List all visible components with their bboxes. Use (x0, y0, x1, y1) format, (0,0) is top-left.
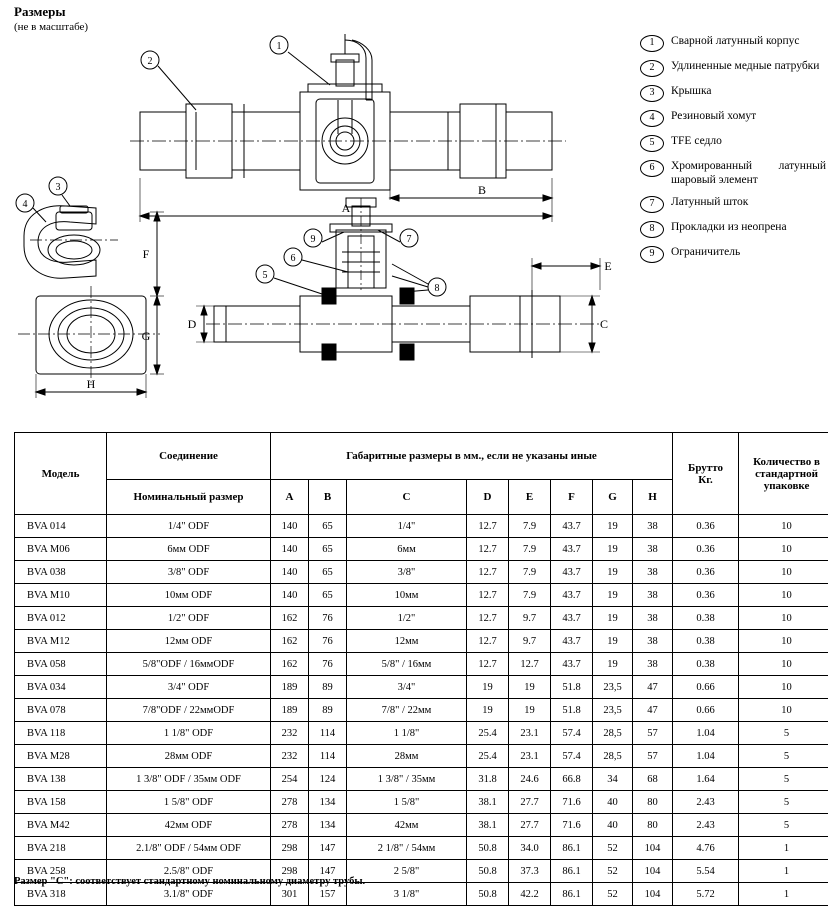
th-connection-sub: Номинальный размер (107, 480, 271, 515)
cell-e: 7.9 (509, 538, 551, 561)
cell-c: 1 5/8" (347, 791, 467, 814)
cell-b: 89 (309, 676, 347, 699)
cell-gross: 2.43 (673, 814, 739, 837)
th-gross-weight (673, 433, 739, 515)
legend-number-icon: 5 (640, 135, 664, 152)
cell-f: 86.1 (551, 860, 593, 883)
legend-item-label: Прокладки из неопрена (671, 220, 826, 234)
table-row (15, 837, 828, 860)
cell-b: 76 (309, 630, 347, 653)
cell-f: 71.6 (551, 814, 593, 837)
cell-a: 140 (271, 515, 309, 538)
cell-f: 86.1 (551, 883, 593, 906)
svg-text:2: 2 (148, 56, 153, 67)
cell-b: 124 (309, 768, 347, 791)
cell-g: 28,5 (593, 722, 633, 745)
cell-b: 65 (309, 515, 347, 538)
cell-g: 34 (593, 768, 633, 791)
cell-e: 23.1 (509, 745, 551, 768)
cell-d: 50.8 (467, 837, 509, 860)
cell-c: 6мм (347, 538, 467, 561)
cell-gross: 2.43 (673, 791, 739, 814)
legend-number-icon: 1 (640, 35, 664, 52)
cell-g: 19 (593, 653, 633, 676)
svg-text:D: D (188, 317, 197, 331)
cell-g: 19 (593, 561, 633, 584)
cell-model: BVA M28 (15, 745, 107, 768)
cell-a: 162 (271, 607, 309, 630)
cell-b: 114 (309, 722, 347, 745)
cell-h: 57 (633, 745, 673, 768)
cell-connection: 42мм ODF (107, 814, 271, 837)
cell-f: 51.8 (551, 676, 593, 699)
cell-model: BVA 318 (15, 883, 107, 906)
cell-b: 157 (309, 883, 347, 906)
cell-d: 12.7 (467, 515, 509, 538)
cell-qty: 10 (739, 515, 828, 538)
cell-g: 52 (593, 860, 633, 883)
cell-c: 10мм (347, 584, 467, 607)
cell-qty: 1 (739, 860, 828, 883)
cell-connection: 3/4" ODF (107, 676, 271, 699)
cell-c: 12мм (347, 630, 467, 653)
svg-text:8: 8 (435, 283, 440, 294)
legend-item-label: Латунный шток (671, 195, 826, 209)
cell-qty: 10 (739, 607, 828, 630)
cell-g: 52 (593, 837, 633, 860)
cell-g: 19 (593, 607, 633, 630)
cell-c: 28мм (347, 745, 467, 768)
cell-f: 71.6 (551, 791, 593, 814)
th-package-qty: Количество в стандартной упаковке (739, 433, 828, 515)
svg-text:F: F (143, 247, 150, 261)
cell-e: 7.9 (509, 515, 551, 538)
cell-a: 232 (271, 722, 309, 745)
cell-e: 12.7 (509, 653, 551, 676)
cell-d: 12.7 (467, 561, 509, 584)
cell-qty: 10 (739, 653, 828, 676)
cell-model: BVA 014 (15, 515, 107, 538)
cell-a: 298 (271, 837, 309, 860)
cell-connection: 12мм ODF (107, 630, 271, 653)
cell-d: 12.7 (467, 584, 509, 607)
cell-h: 104 (633, 883, 673, 906)
table-row (15, 630, 828, 653)
cell-gross: 5.72 (673, 883, 739, 906)
legend-item-label: Резиновый хомут (671, 109, 826, 123)
cell-connection: 1 5/8" ODF (107, 791, 271, 814)
cell-f: 43.7 (551, 630, 593, 653)
cell-qty: 1 (739, 837, 828, 860)
cell-b: 89 (309, 699, 347, 722)
cell-b: 65 (309, 561, 347, 584)
cell-d: 31.8 (467, 768, 509, 791)
svg-text:E: E (604, 259, 611, 273)
cell-model: BVA M12 (15, 630, 107, 653)
cell-gross: 4.76 (673, 837, 739, 860)
cell-f: 43.7 (551, 561, 593, 584)
cell-gross: 0.36 (673, 584, 739, 607)
cell-a: 162 (271, 630, 309, 653)
cell-a: 232 (271, 745, 309, 768)
cell-c: 1/4" (347, 515, 467, 538)
svg-text:B: B (478, 183, 486, 197)
cell-model: BVA 158 (15, 791, 107, 814)
cell-gross: 0.36 (673, 515, 739, 538)
cell-h: 38 (633, 607, 673, 630)
legend-item (640, 109, 826, 127)
cell-d: 25.4 (467, 722, 509, 745)
cell-d: 50.8 (467, 883, 509, 906)
cell-f: 43.7 (551, 607, 593, 630)
cell-h: 38 (633, 515, 673, 538)
cell-c: 42мм (347, 814, 467, 837)
cell-f: 57.4 (551, 745, 593, 768)
cell-d: 12.7 (467, 607, 509, 630)
legend-number-icon: 9 (640, 246, 664, 263)
cell-e: 9.7 (509, 607, 551, 630)
table-footnote: Размер "C": соответствует стандартному номинальному диаметру трубы. (14, 876, 365, 887)
cell-model: BVA 078 (15, 699, 107, 722)
cell-h: 80 (633, 791, 673, 814)
legend-list (640, 34, 826, 270)
svg-text:H: H (87, 377, 96, 391)
cell-b: 65 (309, 584, 347, 607)
cell-a: 189 (271, 676, 309, 699)
cell-g: 40 (593, 791, 633, 814)
cell-a: 189 (271, 699, 309, 722)
cell-b: 147 (309, 837, 347, 860)
cell-qty: 10 (739, 584, 828, 607)
cell-h: 47 (633, 699, 673, 722)
cell-gross: 0.66 (673, 699, 739, 722)
cell-qty: 5 (739, 791, 828, 814)
th-dim-b: B (309, 480, 347, 515)
th-dim-h: H (633, 480, 673, 515)
cell-gross: 1.04 (673, 745, 739, 768)
cell-model: BVA 218 (15, 837, 107, 860)
legend-number-icon: 4 (640, 110, 664, 127)
cell-h: 80 (633, 814, 673, 837)
svg-text:A: A (342, 201, 351, 215)
table-row (15, 768, 828, 791)
cell-a: 140 (271, 561, 309, 584)
cell-connection: 1 1/8" ODF (107, 722, 271, 745)
cell-d: 38.1 (467, 814, 509, 837)
cell-connection: 1 3/8" ODF / 35мм ODF (107, 768, 271, 791)
technical-drawing (0, 0, 640, 420)
cell-f: 57.4 (551, 722, 593, 745)
cell-c: 1 1/8" (347, 722, 467, 745)
legend-item-label: Сварной латунный корпус (671, 34, 826, 48)
legend-item (640, 220, 826, 238)
cell-g: 40 (593, 814, 633, 837)
legend-item (640, 159, 826, 188)
cell-h: 38 (633, 538, 673, 561)
cell-d: 12.7 (467, 538, 509, 561)
cell-model: BVA 012 (15, 607, 107, 630)
cell-d: 19 (467, 676, 509, 699)
cell-f: 66.8 (551, 768, 593, 791)
cell-qty: 10 (739, 538, 828, 561)
dimensions-table-body (15, 515, 828, 906)
cell-g: 19 (593, 584, 633, 607)
cell-e: 24.6 (509, 768, 551, 791)
cell-e: 19 (509, 676, 551, 699)
th-model: Модель (15, 433, 107, 515)
cell-model: BVA 258 (15, 860, 107, 883)
table-row (15, 515, 828, 538)
cell-qty: 10 (739, 561, 828, 584)
cell-model: BVA M42 (15, 814, 107, 837)
cell-b: 134 (309, 791, 347, 814)
legend-item (640, 195, 826, 213)
cell-connection: 7/8"ODF / 22ммODF (107, 699, 271, 722)
cell-e: 7.9 (509, 584, 551, 607)
cell-gross: 0.66 (673, 676, 739, 699)
cell-h: 38 (633, 584, 673, 607)
cell-connection: 2.1/8" ODF / 54мм ODF (107, 837, 271, 860)
cell-g: 19 (593, 538, 633, 561)
cell-d: 12.7 (467, 653, 509, 676)
legend-item-label: Хромированный латунный шаровый элемент (671, 159, 826, 188)
legend-item (640, 134, 826, 152)
cell-connection: 5/8"ODF / 16ммODF (107, 653, 271, 676)
table-row (15, 607, 828, 630)
cell-gross: 1.64 (673, 768, 739, 791)
svg-text:7: 7 (407, 234, 412, 245)
cell-g: 52 (593, 883, 633, 906)
cell-g: 23,5 (593, 699, 633, 722)
cell-c: 5/8" / 16мм (347, 653, 467, 676)
cell-h: 104 (633, 860, 673, 883)
cell-connection: 3/8" ODF (107, 561, 271, 584)
cell-c: 1 3/8" / 35мм (347, 768, 467, 791)
table-row (15, 722, 828, 745)
cell-e: 19 (509, 699, 551, 722)
cell-g: 19 (593, 630, 633, 653)
cell-e: 7.9 (509, 561, 551, 584)
cell-gross: 0.36 (673, 538, 739, 561)
cell-a: 278 (271, 791, 309, 814)
page-subtitle: (не в масштабе) (14, 21, 88, 33)
cell-e: 23.1 (509, 722, 551, 745)
dimensions-table-wrapper (14, 432, 814, 906)
cell-qty: 5 (739, 745, 828, 768)
legend-item (640, 84, 826, 102)
svg-text:G: G (142, 329, 151, 343)
cell-qty: 1 (739, 883, 828, 906)
th-gross-line2: Кг. (674, 474, 737, 486)
cell-h: 57 (633, 722, 673, 745)
table-row (15, 653, 828, 676)
cell-e: 34.0 (509, 837, 551, 860)
cell-qty: 10 (739, 699, 828, 722)
legend-number-icon: 2 (640, 60, 664, 77)
cell-a: 301 (271, 883, 309, 906)
cell-a: 162 (271, 653, 309, 676)
cell-gross: 0.38 (673, 653, 739, 676)
cell-h: 38 (633, 561, 673, 584)
cell-connection: 3.1/8" ODF (107, 883, 271, 906)
cell-a: 140 (271, 538, 309, 561)
cell-b: 65 (309, 538, 347, 561)
cell-d: 50.8 (467, 860, 509, 883)
cell-model: BVA M10 (15, 584, 107, 607)
cell-c: 2 5/8" (347, 860, 467, 883)
cell-b: 76 (309, 607, 347, 630)
cell-c: 3/4" (347, 676, 467, 699)
cell-h: 38 (633, 653, 673, 676)
cell-b: 114 (309, 745, 347, 768)
cell-e: 42.2 (509, 883, 551, 906)
svg-text:C: C (600, 317, 608, 331)
cell-h: 68 (633, 768, 673, 791)
th-dim-f: F (551, 480, 593, 515)
th-connection: Соединение (107, 433, 271, 480)
th-dim-c: C (347, 480, 467, 515)
table-row (15, 561, 828, 584)
table-row (15, 791, 828, 814)
cell-model: BVA 034 (15, 676, 107, 699)
legend-number-icon: 6 (640, 160, 664, 177)
cell-gross: 0.38 (673, 607, 739, 630)
cell-model: BVA 118 (15, 722, 107, 745)
cell-f: 86.1 (551, 837, 593, 860)
svg-text:4: 4 (23, 199, 28, 210)
cell-qty: 5 (739, 814, 828, 837)
cell-connection: 6мм ODF (107, 538, 271, 561)
cell-b: 76 (309, 653, 347, 676)
cell-e: 27.7 (509, 814, 551, 837)
th-dim-d: D (467, 480, 509, 515)
cell-gross: 0.36 (673, 561, 739, 584)
page-title: Размеры (14, 4, 66, 20)
table-row (15, 584, 828, 607)
cell-qty: 10 (739, 676, 828, 699)
legend-item-label: Ограничитель (671, 245, 826, 259)
legend-item (640, 34, 826, 52)
cell-c: 3/8" (347, 561, 467, 584)
cell-c: 3 1/8" (347, 883, 467, 906)
svg-text:5: 5 (263, 270, 268, 281)
cell-g: 19 (593, 515, 633, 538)
cell-model: BVA M06 (15, 538, 107, 561)
th-dim-g: G (593, 480, 633, 515)
th-dim-e: E (509, 480, 551, 515)
cell-a: 298 (271, 860, 309, 883)
th-dimensions-group: Габаритные размеры в мм., если не указаны иные (271, 433, 673, 480)
legend-item (640, 59, 826, 77)
cell-model: BVA 038 (15, 561, 107, 584)
svg-text:6: 6 (291, 253, 296, 264)
cell-a: 140 (271, 584, 309, 607)
legend-item-label: Крышка (671, 84, 826, 98)
cell-c: 1/2" (347, 607, 467, 630)
cell-connection: 1/4" ODF (107, 515, 271, 538)
cell-f: 43.7 (551, 515, 593, 538)
cell-g: 23,5 (593, 676, 633, 699)
cell-model: BVA 058 (15, 653, 107, 676)
table-row (15, 814, 828, 837)
dimensions-table (14, 432, 828, 906)
cell-h: 38 (633, 630, 673, 653)
cell-model: BVA 138 (15, 768, 107, 791)
cell-d: 25.4 (467, 745, 509, 768)
cell-connection: 28мм ODF (107, 745, 271, 768)
th-gross-line1: Брутто (674, 462, 737, 474)
cell-d: 38.1 (467, 791, 509, 814)
legend-number-icon: 7 (640, 196, 664, 213)
cell-gross: 0.38 (673, 630, 739, 653)
cell-h: 104 (633, 837, 673, 860)
svg-text:1: 1 (277, 41, 282, 52)
cell-gross: 1.04 (673, 722, 739, 745)
cell-f: 43.7 (551, 538, 593, 561)
cell-c: 7/8" / 22мм (347, 699, 467, 722)
svg-text:9: 9 (311, 234, 316, 245)
table-row (15, 538, 828, 561)
cell-g: 28,5 (593, 745, 633, 768)
cell-a: 254 (271, 768, 309, 791)
cell-qty: 10 (739, 630, 828, 653)
cell-d: 19 (467, 699, 509, 722)
cell-connection: 2.5/8" ODF (107, 860, 271, 883)
cell-b: 134 (309, 814, 347, 837)
cell-f: 43.7 (551, 653, 593, 676)
legend-number-icon: 3 (640, 85, 664, 102)
cell-f: 43.7 (551, 584, 593, 607)
cell-f: 51.8 (551, 699, 593, 722)
cell-d: 12.7 (467, 630, 509, 653)
cell-b: 147 (309, 860, 347, 883)
table-row (15, 676, 828, 699)
legend-number-icon: 8 (640, 221, 664, 238)
legend-item (640, 245, 826, 263)
legend-item-label: TFE седло (671, 134, 826, 148)
cell-c: 2 1/8" / 54мм (347, 837, 467, 860)
cell-qty: 5 (739, 722, 828, 745)
table-row (15, 699, 828, 722)
cell-h: 47 (633, 676, 673, 699)
legend-item-label: Удлиненные медные патрубки (671, 59, 826, 73)
th-dim-a: A (271, 480, 309, 515)
table-row (15, 745, 828, 768)
cell-qty: 5 (739, 768, 828, 791)
cell-gross: 5.54 (673, 860, 739, 883)
cell-connection: 10мм ODF (107, 584, 271, 607)
svg-text:3: 3 (56, 182, 61, 193)
cell-e: 37.3 (509, 860, 551, 883)
cell-a: 278 (271, 814, 309, 837)
cell-e: 9.7 (509, 630, 551, 653)
cell-connection: 1/2" ODF (107, 607, 271, 630)
cell-e: 27.7 (509, 791, 551, 814)
